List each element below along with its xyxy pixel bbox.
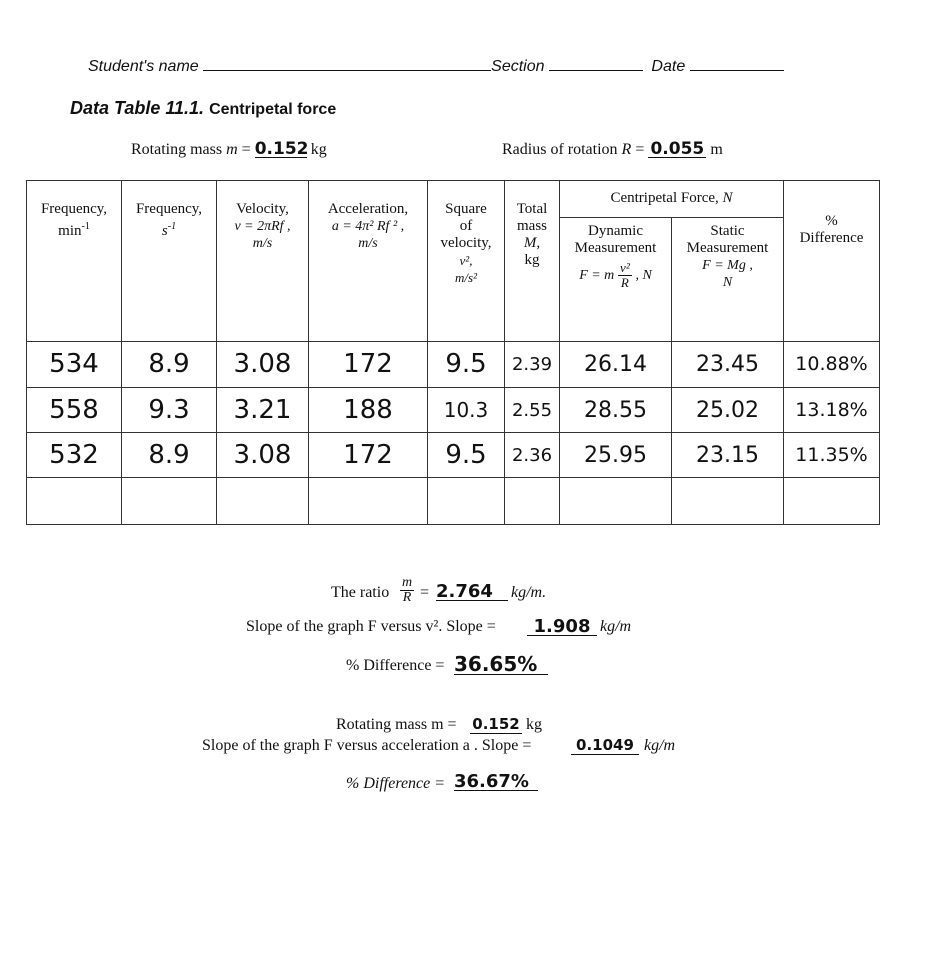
radius-symbol: R [621, 141, 632, 158]
cell[interactable]: 13.18% [784, 388, 880, 433]
cell[interactable]: 3.08 [217, 433, 309, 478]
cell[interactable]: 25.95 [560, 433, 672, 478]
cell[interactable]: 23.15 [672, 433, 784, 478]
rotating-mass-line: Rotating mass m = 0.152 kg [131, 139, 327, 159]
header-frequency-min: Frequency, $\min^{-1}$ [27, 181, 122, 342]
date-label: Date [651, 58, 686, 75]
table-title [70, 98, 336, 119]
ratio-label: The ratio [331, 584, 390, 601]
cell[interactable]: 10.3 [428, 388, 505, 433]
cell[interactable]: 2.39 [505, 342, 560, 388]
header-acceleration: Acceleration, a = 4π² Rf ² , m/s [309, 181, 428, 342]
student-name-label: Student's name [88, 58, 199, 75]
ratio-fraction: $\frac{m}{R}$ [402, 575, 413, 605]
header-centripetal-force: Centripetal Force, N [560, 181, 784, 218]
ratio-value[interactable]: 2.764 [436, 583, 508, 601]
radius-unit: m [710, 141, 723, 158]
cell[interactable]: 3.21 [217, 388, 309, 433]
dynamic-formula-fraction: $\frac{\text{v²}}{R}$ [620, 259, 630, 290]
table-label: Data Table 11.1. [70, 98, 205, 118]
header-square-velocity: Square of velocity, v², m/s² [428, 181, 505, 342]
section-field[interactable] [549, 54, 643, 71]
rotating-mass-value[interactable]: 0.152 [254, 139, 309, 159]
data-table [26, 180, 880, 525]
section-label: Section [491, 58, 545, 75]
cell[interactable] [217, 478, 309, 525]
rotating-mass-unit: kg [310, 141, 327, 158]
slope-a-value[interactable]: 0.1049 [571, 737, 639, 755]
difference-1-value[interactable]: 36.65% [454, 654, 548, 675]
header-static-measurement: Static Measurement F = Mg , N [672, 217, 784, 341]
cell[interactable]: 558 [27, 388, 122, 433]
table-row [27, 388, 880, 433]
cell[interactable]: 23.45 [672, 342, 784, 388]
cell[interactable]: 2.36 [505, 433, 560, 478]
rotating-mass-result-unit: kg [526, 716, 542, 733]
student-name-field[interactable] [203, 54, 491, 71]
header-velocity: Velocity, v = 2πRf , m/s [217, 181, 309, 342]
cell[interactable]: 28.55 [560, 388, 672, 433]
radius-line: Radius of rotation R = 0.055 m [502, 139, 723, 159]
cell[interactable] [672, 478, 784, 525]
slope-a-unit: kg/m [644, 737, 676, 754]
cell[interactable]: 188 [309, 388, 428, 433]
slope-v2-unit: kg/m [600, 618, 632, 635]
table-row [27, 433, 880, 478]
cell[interactable]: 9.3 [122, 388, 217, 433]
cell[interactable] [784, 478, 880, 525]
cell[interactable] [560, 478, 672, 525]
cell[interactable] [27, 478, 122, 525]
header-frequency-s: Frequency, $s^{-1}$ [122, 181, 217, 342]
difference-2-value[interactable]: 36.67% [454, 773, 538, 791]
rotating-mass-result-label: Rotating mass m = [336, 716, 457, 733]
difference-2-label: % Difference = [346, 775, 446, 792]
radius-label: Radius of rotation [502, 141, 618, 158]
cell[interactable]: 8.9 [122, 433, 217, 478]
slope-v2-label: Slope of the graph F versus v². Slope = [246, 618, 496, 635]
cell[interactable]: 172 [309, 342, 428, 388]
rotating-mass-label: Rotating mass [131, 141, 223, 158]
cell[interactable]: 532 [27, 433, 122, 478]
difference-1-label: % Difference = [346, 657, 445, 674]
date-field[interactable] [690, 54, 784, 71]
table-subtitle: Centripetal force [209, 101, 337, 118]
cell[interactable]: 8.9 [122, 342, 217, 388]
cell[interactable]: 10.88% [784, 342, 880, 388]
cell[interactable]: 534 [27, 342, 122, 388]
slope-a-label: Slope of the graph F versus acceleration a . Slope = [202, 737, 532, 754]
cell[interactable]: 9.5 [428, 342, 505, 388]
cell[interactable] [428, 478, 505, 525]
cell[interactable] [309, 478, 428, 525]
header-line [88, 54, 784, 76]
cell[interactable]: 172 [309, 433, 428, 478]
cell[interactable]: 2.55 [505, 388, 560, 433]
cell[interactable] [505, 478, 560, 525]
cell[interactable]: 3.08 [217, 342, 309, 388]
cell[interactable] [122, 478, 217, 525]
rotating-mass-result-value[interactable]: 0.152 [470, 716, 522, 734]
table-row-empty [27, 478, 880, 525]
table-row [27, 342, 880, 388]
cell[interactable]: 25.02 [672, 388, 784, 433]
header-dynamic-measurement: Dynamic Measurement F = m $\frac{\text{v²}}{R}$ , N [560, 217, 672, 341]
header-percent-difference: % Difference [784, 181, 880, 342]
cell[interactable]: 11.35% [784, 433, 880, 478]
cell[interactable]: 9.5 [428, 433, 505, 478]
rotating-mass-symbol: m [226, 141, 238, 158]
slope-v2-value[interactable]: 1.908 [527, 618, 597, 636]
radius-value[interactable]: 0.055 [648, 141, 706, 158]
header-total-mass: Total mass M, kg [505, 181, 560, 342]
ratio-unit: kg/m. [511, 584, 547, 601]
cell[interactable]: 26.14 [560, 342, 672, 388]
